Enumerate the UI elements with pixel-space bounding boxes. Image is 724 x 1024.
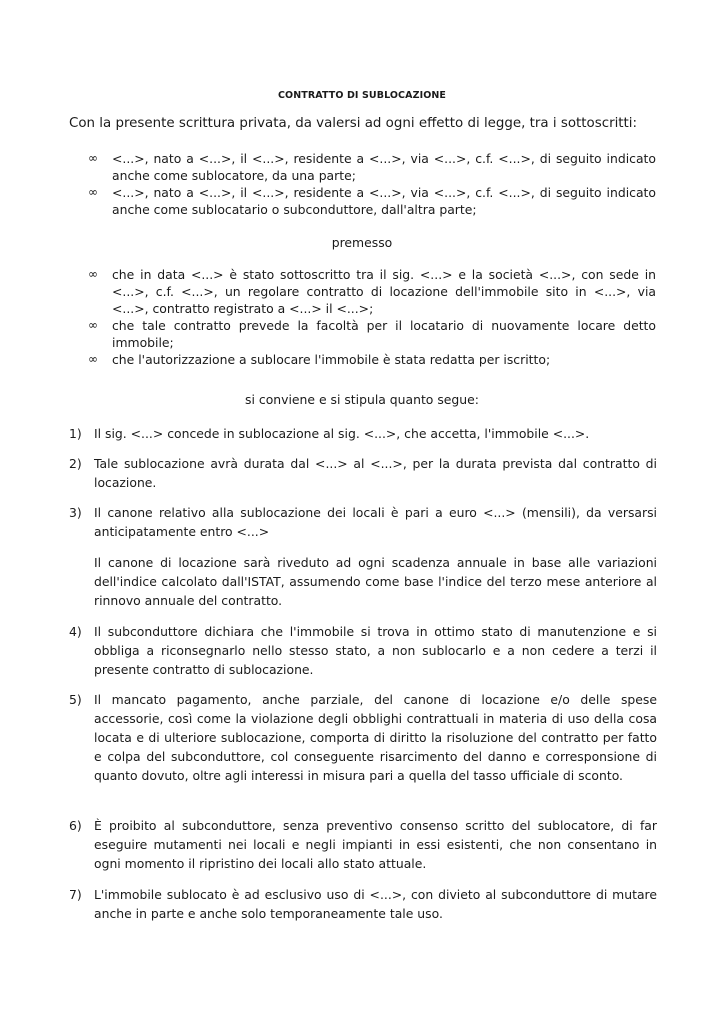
parties-list [88, 150, 656, 218]
clause-text: Il mancato pagamento, anche parziale, del canone di locazione e/o delle spese accessorie, così come la violazione degli obblighi contrattuali in materia di uso della cosa locata e di ulteriore sublocazione, comporta di diritto la risoluzione del contratto per fatto e colpa del subconduttore, col conseguente risarcimento del danno e corresponsione di quanto dovuto, oltre agli interessi in misura pari a quella del tasso ufficiale di sconto. [94, 692, 657, 783]
clause-number: 2) [69, 456, 82, 471]
clause-text: È proibito al subconduttore, senza preventivo consenso scritto del sublocatore, di far eseguire mutamenti nei locali e negli impianti in essi esistenti, che non consentano in ogni momento il ripristino dei locali allo stato attuale. [94, 818, 657, 871]
infinity-bullet-icon: ∞ [88, 318, 98, 332]
clause-text: Tale sublocazione avrà durata dal <...> al <...>, per la durata prevista dal contratto di locazione. [94, 456, 657, 490]
clause-number: 5) [69, 692, 82, 707]
clause-number: 3) [69, 505, 82, 520]
document-title: CONTRATTO DI SUBLOCAZIONE [277, 90, 447, 101]
clause-1 [69, 424, 657, 443]
agreement-heading: si conviene e si stipula quanto segue: [245, 392, 479, 407]
infinity-bullet-icon: ∞ [88, 267, 98, 281]
list-item [88, 184, 656, 218]
clause-5 [69, 690, 657, 785]
clause-2 [69, 454, 657, 492]
infinity-bullet-icon: ∞ [88, 151, 98, 165]
clause-3-continuation: Il canone di locazione sarà riveduto ad ogni scadenza annuale in base alle variazioni dell'indice calcolato dall'ISTAT, assumendo come base l'indice del terzo mese anteriore al rinnovo annuale del contratto. [94, 555, 657, 608]
list-item [88, 150, 656, 184]
clause-number: 4) [69, 624, 82, 639]
party-text: <...>, nato a <...>, il <...>, residente a <...>, via <...>, c.f. <...>, di seguito indicato anche come sublocatario o subconduttore, dall'altra parte; [112, 185, 656, 217]
premesso-heading: premesso [331, 235, 393, 250]
premises-list [88, 266, 656, 368]
clause-3 [69, 503, 657, 541]
premise-text: che tale contratto prevede la facoltà per il locatario di nuovamente locare detto immobile; [112, 318, 656, 350]
party-text: <...>, nato a <...>, il <...>, residente a <...>, via <...>, c.f. <...>, di seguito indicato anche come sublocatore, da una parte; [112, 151, 656, 183]
clause-text: Il subconduttore dichiara che l'immobile si trova in ottimo stato di manutenzione e si obbliga a riconsegnarlo nello stesso stato, a non sublocarlo e a non cedere a terzi il presente contratto di sublocazione. [94, 624, 657, 677]
premise-text: che in data <...> è stato sottoscritto tra il sig. <...> e la società <...>, con sede in <...>, c.f. <...>, un regolare contratto di locazione dell'immobile sito in <...>, via <...>, contratto registrato a <...> il <...>; [112, 267, 656, 316]
clause-text: L'immobile sublocato è ad esclusivo uso di <...>, con divieto al subconduttore di mutare anche in parte e anche solo temporaneamente tale uso. [94, 887, 657, 921]
clause-4 [69, 622, 657, 679]
clause-text: Il sig. <...> concede in sublocazione al sig. <...>, che accetta, l'immobile <...>. [94, 426, 590, 441]
clause-6 [69, 816, 657, 873]
premise-text: che l'autorizzazione a sublocare l'immobile è stata redatta per iscritto; [112, 352, 551, 367]
clause-number: 7) [69, 887, 82, 902]
clause-number: 6) [69, 818, 82, 833]
clause-number: 1) [69, 426, 82, 441]
clause-text: Il canone relativo alla sublocazione dei locali è pari a euro <...> (mensili), da versarsi anticipatamente entro <...> [94, 505, 657, 539]
clause-7 [69, 885, 657, 923]
list-item [88, 266, 656, 317]
list-item [88, 351, 656, 368]
list-item [88, 317, 656, 351]
intro-paragraph: Con la presente scrittura privata, da valersi ad ogni effetto di legge, tra i sottoscritti: [69, 116, 638, 131]
infinity-bullet-icon: ∞ [88, 185, 98, 199]
infinity-bullet-icon: ∞ [88, 352, 98, 366]
